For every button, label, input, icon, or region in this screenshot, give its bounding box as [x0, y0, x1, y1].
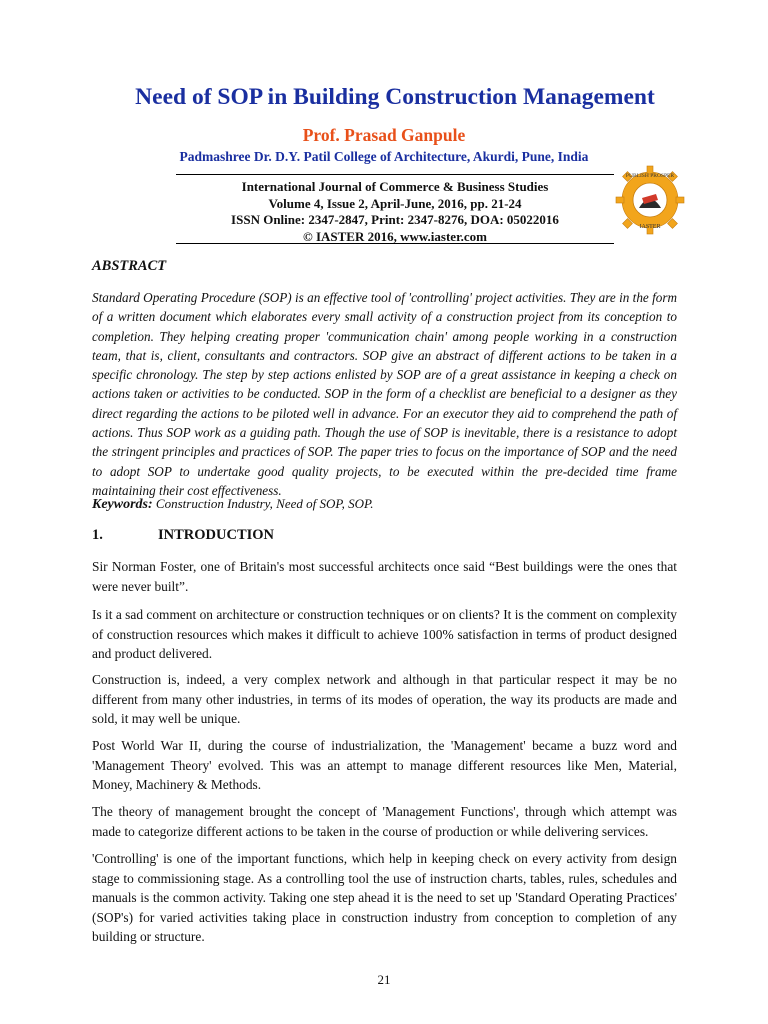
- paragraph: Is it a sad comment on architecture or construction techniques or on clients? It is the comment on complexity of construction resources which makes it difficult to achieve 100% satisfaction in terms of product designed and product delivered.: [92, 607, 677, 661]
- keywords: [92, 496, 677, 513]
- paragraph: 'Controlling' is one of the important functions, which help in keeping check on every activity from design stage to commissioning stage. As a controlling tool the use of instruction charts, tables, rules, schedules and manuals is the common activity. Taking one step ahead it is the need to set up 'Standard Operating Practices' (SOP's) for varied activities taking place in construction industry from conception to completion of any building or structure.: [92, 851, 677, 944]
- header-rule-bottom: [176, 243, 614, 244]
- section-heading: [92, 527, 274, 544]
- journal-volume: Volume 4, Issue 2, April-June, 2016, pp. 21-24: [268, 195, 522, 211]
- logo-text-top: PUBLISH PROSPER: [625, 173, 675, 179]
- paper-title: Need of SOP in Building Construction Management: [135, 84, 655, 110]
- gear-logo-icon: [612, 160, 688, 240]
- section-number: 1.: [92, 527, 103, 543]
- keywords-label: Keywords:: [92, 497, 153, 512]
- abstract-text: Standard Operating Procedure (SOP) is an effective tool of 'controlling' project activities. They are in the form of a written document which elaborates every small activity of a construction project from its conception to completion. They helping creating proper 'communication chain' among people working in a construction team, that is, client, consultants and contractors. SOP give an abstract of different actions to be taken in a specific chronology. The step by step actions enlisted by SOP are of a great assistance in keeping a check on actions taken or activities to be conducted. SOP in the form of a checklist are beneficial to a designer as they direct regarding the actions to be piloted well in advance. For an executor they aid to comprehend the path of actions. Thus SOP work as a guiding path. Though the use of SOP is inevitable, there is a resistance to adopt the stringent principles and practices of SOP. The paper tries to focus on the importance of SOP and the need to adopt SOP to undertake good quality projects, to be executed within the pre-decided time frame maintaining their cost effectiveness.: [92, 290, 677, 498]
- paragraph: The theory of management brought the concept of 'Management Functions', through which attempt was made to categorize different actions to be taken in the course of production or while delivering services.: [92, 804, 677, 839]
- abstract-heading: ABSTRACT: [92, 258, 167, 274]
- header-rule-top: [176, 174, 614, 175]
- journal-copyright: © IASTER 2016, www.iaster.com: [302, 228, 487, 244]
- journal-issn: ISSN Online: 2347-2847, Print: 2347-8276, DOA: 05022016: [231, 212, 559, 227]
- paragraph: Post World War II, during the course of industrialization, the 'Management' became a buzz word and 'Management Theory' evolved. This was an attempt to manage different resources like Men, Material, Money, Machinery & Methods.: [92, 738, 677, 792]
- logo-text-bottom: IASTER: [639, 224, 661, 230]
- author-affiliation: Padmashree Dr. D.Y. Patil College of Architecture, Akurdi, Pune, India: [179, 149, 589, 164]
- journal-info: [176, 179, 614, 245]
- journal-name: International Journal of Commerce & Business Studies: [241, 179, 549, 194]
- section-title: INTRODUCTION: [158, 527, 275, 543]
- paragraph: Construction is, indeed, a very complex network and although in that particular respect it may be no different from many other industries, in terms of its modes of operation, the way its products are made and sold, it may well be unique.: [92, 672, 677, 726]
- author-name: Prof. Prasad Ganpule: [302, 125, 466, 145]
- keywords-list: Construction Industry, Need of SOP, SOP.: [152, 496, 374, 511]
- paragraph: Sir Norman Foster, one of Britain's most successful architects once said “Best buildings were the ones that were never built”.: [92, 559, 677, 594]
- page-number: 21: [377, 972, 391, 987]
